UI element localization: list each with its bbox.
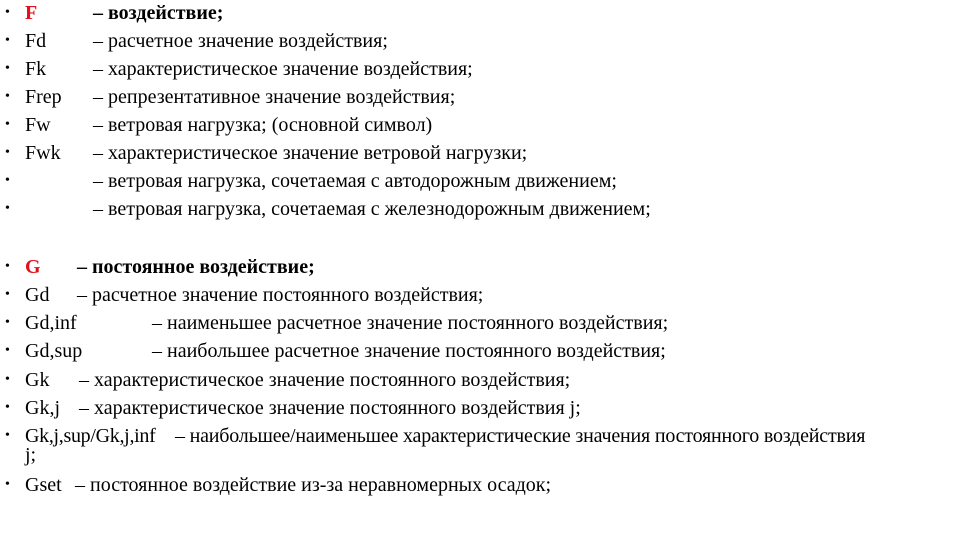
symbol-label: Gk bbox=[25, 369, 50, 391]
symbol-label: Fw bbox=[25, 114, 51, 136]
symbol-label: Gd,sup bbox=[25, 340, 83, 362]
bullet-icon: • bbox=[5, 400, 10, 415]
symbol-label: F bbox=[25, 2, 38, 24]
bullet-icon: • bbox=[5, 89, 10, 104]
bullet-icon: • bbox=[5, 5, 10, 20]
bullet-icon: • bbox=[5, 343, 10, 358]
description-text: – постоянное воздействие из-за неравномерных осадок; bbox=[75, 474, 552, 496]
description-text: – характеристическое значение воздействия; bbox=[93, 58, 473, 80]
symbol-label: Fwk bbox=[25, 142, 61, 164]
symbol-label: Gk,j bbox=[25, 397, 60, 419]
description-text: – ветровая нагрузка, сочетаемая с железнодорожным движением; bbox=[93, 198, 651, 220]
description-text: – репрезентативное значение воздействия; bbox=[93, 86, 456, 108]
bullet-icon: • bbox=[5, 287, 10, 302]
description-text: – ветровая нагрузка, сочетаемая с автодорожным движением; bbox=[93, 170, 617, 192]
symbol-label: Gset bbox=[25, 474, 62, 496]
bullet-icon: • bbox=[5, 117, 10, 132]
description-text: – расчетное значение воздействия; bbox=[93, 30, 388, 52]
symbol-label: Gd,inf bbox=[25, 312, 77, 334]
description-text: – воздействие; bbox=[93, 2, 224, 24]
description-text: – наименьшее расчетное значение постоянного воздействия; bbox=[152, 312, 669, 334]
bullet-icon: • bbox=[5, 372, 10, 387]
description-text: – постоянное воздействие; bbox=[77, 256, 315, 278]
symbol-label: G bbox=[25, 256, 41, 278]
description-continuation: j; bbox=[25, 444, 37, 466]
bullet-icon: • bbox=[5, 259, 10, 274]
symbol-label: Gd bbox=[25, 284, 50, 306]
symbol-label: Fk bbox=[25, 58, 47, 80]
bullet-icon: • bbox=[5, 201, 10, 216]
symbol-label: Gk,j,sup/Gk,j,inf bbox=[25, 425, 156, 447]
symbol-label: Fd bbox=[25, 30, 47, 52]
description-text: – наибольшее расчетное значение постоянного воздействия; bbox=[152, 340, 666, 362]
description-text: – характеристическое значение ветровой нагрузки; bbox=[93, 142, 528, 164]
bullet-icon: • bbox=[5, 61, 10, 76]
symbol-label: Frep bbox=[25, 86, 62, 108]
bullet-icon: • bbox=[5, 145, 10, 160]
description-text: – ветровая нагрузка; (основной символ) bbox=[93, 114, 433, 136]
bullet-icon: • bbox=[5, 315, 10, 330]
description-text: – характеристическое значение постоянного воздействия; bbox=[79, 369, 571, 391]
bullet-icon: • bbox=[5, 477, 10, 492]
description-text: – наибольшее/наименьшее характеристические значения постоянного воздействия bbox=[175, 425, 866, 447]
description-text: – характеристическое значение постоянного воздействия j; bbox=[79, 397, 581, 419]
description-text: – расчетное значение постоянного воздействия; bbox=[77, 284, 484, 306]
bullet-icon: • bbox=[5, 33, 10, 48]
bullet-icon: • bbox=[5, 173, 10, 188]
bullet-icon: • bbox=[5, 428, 10, 443]
